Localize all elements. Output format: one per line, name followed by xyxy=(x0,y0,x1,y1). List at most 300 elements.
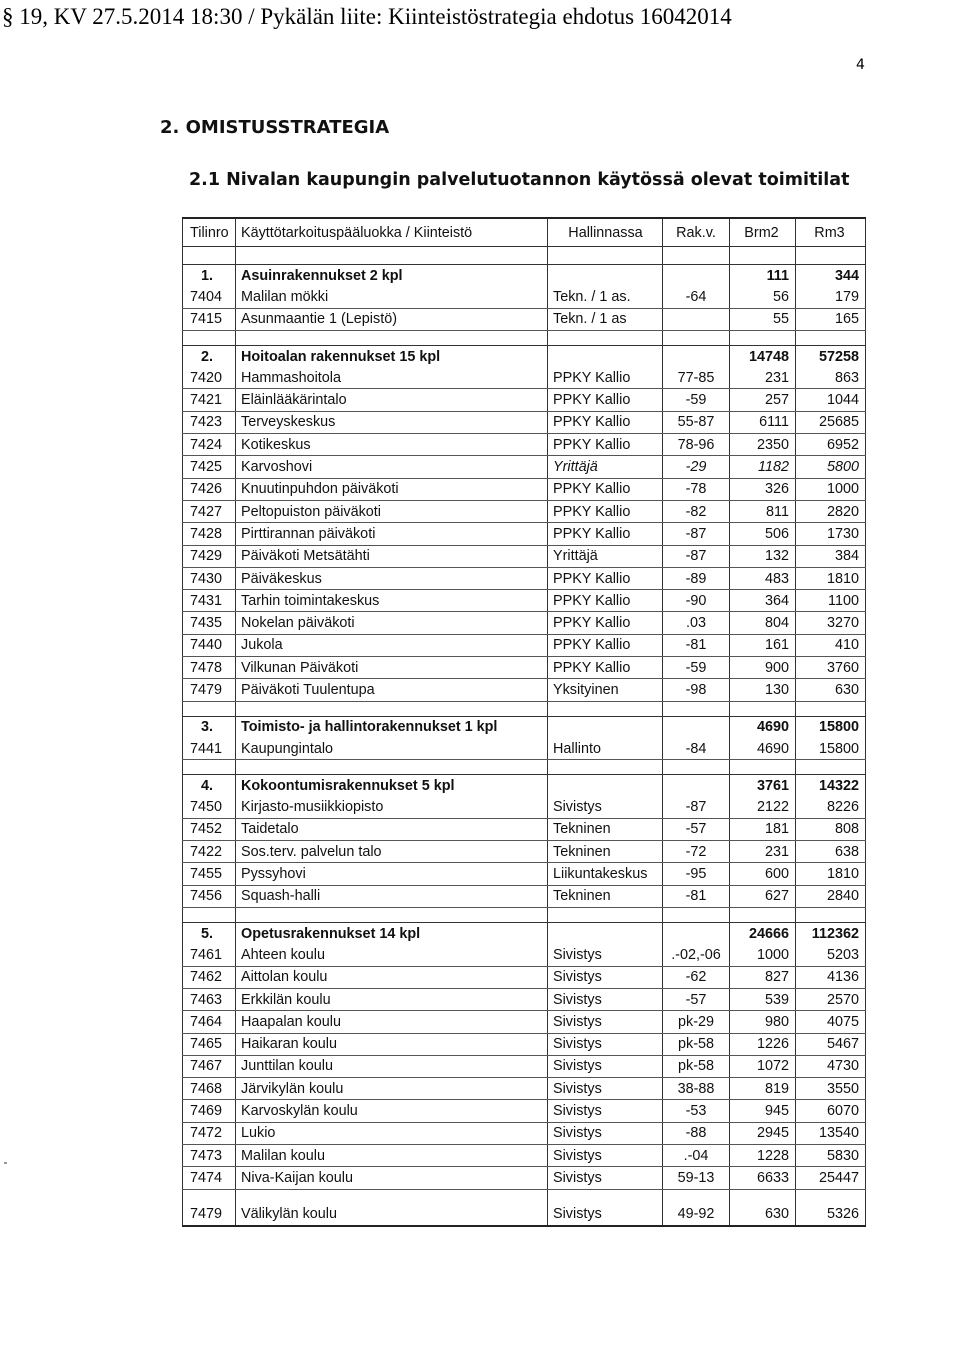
category-rm3-total: 344 xyxy=(796,265,866,287)
spacer-cell xyxy=(796,247,866,265)
cell-hallinnassa: PPKY Kallio xyxy=(548,590,663,612)
spacer-row xyxy=(183,247,866,265)
cell-name: Knuutinpuhdon päiväkoti xyxy=(236,478,548,500)
spacer-cell xyxy=(663,330,730,345)
cell-rm3: 1730 xyxy=(796,523,866,545)
cell-name: Karvoskylän koulu xyxy=(236,1100,548,1122)
category-rm3-total: 57258 xyxy=(796,345,866,367)
cell-tilinro: 7420 xyxy=(183,367,236,389)
cell-brm2: 4690 xyxy=(730,738,796,760)
cell-rakv: -87 xyxy=(663,797,730,819)
cell-hallinnassa: Sivistys xyxy=(548,944,663,966)
cell-name: Malilan mökki xyxy=(236,286,548,308)
cell-name: Haikaran koulu xyxy=(236,1033,548,1055)
spacer-cell xyxy=(796,701,866,716)
cell-tilinro: 7422 xyxy=(183,841,236,863)
cell-rm3: 5326 xyxy=(796,1204,866,1226)
cell-brm2: 6633 xyxy=(730,1167,796,1189)
spacer-cell xyxy=(183,760,236,775)
spacer-row xyxy=(183,908,866,923)
cell-brm2: 364 xyxy=(730,590,796,612)
spacer-cell xyxy=(663,1189,730,1204)
spacer-cell xyxy=(730,1189,796,1204)
table-row xyxy=(183,841,866,863)
category-row xyxy=(183,716,866,738)
cell-tilinro: 7464 xyxy=(183,1011,236,1033)
table-row xyxy=(183,944,866,966)
spacer-cell xyxy=(548,701,663,716)
cell-rm3: 3270 xyxy=(796,612,866,634)
cell-rm3: 4075 xyxy=(796,1011,866,1033)
spacer-cell xyxy=(796,908,866,923)
cell-name: Karvoshovi xyxy=(236,456,548,478)
cell-name: Kaupungintalo xyxy=(236,738,548,760)
cell-hallinnassa: PPKY Kallio xyxy=(548,523,663,545)
cell-tilinro: 7427 xyxy=(183,500,236,522)
cell-hallinnassa: PPKY Kallio xyxy=(548,657,663,679)
cell-brm2: 1000 xyxy=(730,944,796,966)
header-tilinro: Tilinro xyxy=(183,218,236,247)
cell-hallinnassa: Sivistys xyxy=(548,988,663,1010)
cell-tilinro: 7430 xyxy=(183,567,236,589)
category-rm3-total: 15800 xyxy=(796,716,866,738)
cell-tilinro: 7435 xyxy=(183,612,236,634)
cell-rakv: -59 xyxy=(663,657,730,679)
cell-rakv: .-04 xyxy=(663,1144,730,1166)
category-number: 2. xyxy=(183,345,236,367)
table-row xyxy=(183,738,866,760)
cell-rakv: 59-13 xyxy=(663,1167,730,1189)
cell-tilinro: 7465 xyxy=(183,1033,236,1055)
table-row xyxy=(183,797,866,819)
cell-name: Terveyskeskus xyxy=(236,411,548,433)
cell-brm2: 811 xyxy=(730,500,796,522)
cell-rakv: -81 xyxy=(663,885,730,907)
cell-hallinnassa: Sivistys xyxy=(548,966,663,988)
cell-rm3: 1000 xyxy=(796,478,866,500)
cell-rm3: 5203 xyxy=(796,944,866,966)
cell-rakv: -72 xyxy=(663,841,730,863)
cell-rm3: 1044 xyxy=(796,389,866,411)
table-row xyxy=(183,1122,866,1144)
cell-rm3: 179 xyxy=(796,286,866,308)
cell-brm2: 56 xyxy=(730,286,796,308)
category-title: Kokoontumisrakennukset 5 kpl xyxy=(236,775,548,797)
spacer-cell xyxy=(796,330,866,345)
cell-name: Junttilan koulu xyxy=(236,1055,548,1077)
cell-brm2: 804 xyxy=(730,612,796,634)
cell-rm3: 13540 xyxy=(796,1122,866,1144)
category-empty xyxy=(663,716,730,738)
document-header: § 19, KV 27.5.2014 18:30 / Pykälän liite: Kiinteistöstrategia ehdotus 16042014 xyxy=(2,4,732,29)
cell-rm3: 8226 xyxy=(796,797,866,819)
cell-rakv: -90 xyxy=(663,590,730,612)
cell-tilinro: 7463 xyxy=(183,988,236,1010)
cell-tilinro: 7474 xyxy=(183,1167,236,1189)
cell-hallinnassa: Sivistys xyxy=(548,1033,663,1055)
spacer-cell xyxy=(183,701,236,716)
cell-name: Välikylän koulu xyxy=(236,1204,548,1226)
cell-name: Erkkilän koulu xyxy=(236,988,548,1010)
table-row xyxy=(183,966,866,988)
cell-rm3: 3760 xyxy=(796,657,866,679)
cell-rm3: 165 xyxy=(796,308,866,330)
cell-hallinnassa: Yrittäjä xyxy=(548,456,663,478)
cell-tilinro: 7455 xyxy=(183,863,236,885)
table-row xyxy=(183,411,866,433)
cell-rm3: 2570 xyxy=(796,988,866,1010)
table-row xyxy=(183,634,866,656)
spacer-row xyxy=(183,1189,866,1204)
cell-rm3: 6952 xyxy=(796,434,866,456)
cell-hallinnassa: PPKY Kallio xyxy=(548,389,663,411)
table-row xyxy=(183,863,866,885)
category-empty xyxy=(548,345,663,367)
cell-tilinro: 7473 xyxy=(183,1144,236,1166)
table-row xyxy=(183,567,866,589)
cell-hallinnassa: Sivistys xyxy=(548,1122,663,1144)
category-title: Asuinrakennukset 2 kpl xyxy=(236,265,548,287)
spacer-cell xyxy=(730,247,796,265)
cell-tilinro: 7404 xyxy=(183,286,236,308)
cell-hallinnassa: Yrittäjä xyxy=(548,545,663,567)
cell-name: Päiväkoti Metsätähti xyxy=(236,545,548,567)
category-rm3-total: 112362 xyxy=(796,923,866,945)
cell-name: Ahteen koulu xyxy=(236,944,548,966)
cell-brm2: 900 xyxy=(730,657,796,679)
category-rm3-total: 14322 xyxy=(796,775,866,797)
spacer-cell xyxy=(236,247,548,265)
cell-name: Aittolan koulu xyxy=(236,966,548,988)
cell-tilinro: 7440 xyxy=(183,634,236,656)
cell-rakv: 49-92 xyxy=(663,1204,730,1226)
cell-tilinro: 7468 xyxy=(183,1078,236,1100)
cell-tilinro: 7431 xyxy=(183,590,236,612)
category-empty xyxy=(548,265,663,287)
category-brm2-total: 4690 xyxy=(730,716,796,738)
cell-name: Järvikylän koulu xyxy=(236,1078,548,1100)
cell-brm2: 1182 xyxy=(730,456,796,478)
spacer-cell xyxy=(183,1189,236,1204)
cell-brm2: 1228 xyxy=(730,1144,796,1166)
cell-brm2: 539 xyxy=(730,988,796,1010)
cell-rakv: -84 xyxy=(663,738,730,760)
category-empty xyxy=(548,775,663,797)
cell-brm2: 980 xyxy=(730,1011,796,1033)
category-number: 5. xyxy=(183,923,236,945)
cell-name: Pyssyhovi xyxy=(236,863,548,885)
cell-rakv xyxy=(663,308,730,330)
cell-tilinro: 7452 xyxy=(183,818,236,840)
cell-rakv: -88 xyxy=(663,1122,730,1144)
category-empty xyxy=(663,265,730,287)
cell-rm3: 1810 xyxy=(796,863,866,885)
spacer-cell xyxy=(236,908,548,923)
table-row xyxy=(183,590,866,612)
cell-hallinnassa: Sivistys xyxy=(548,797,663,819)
spacer-cell xyxy=(663,760,730,775)
cell-brm2: 257 xyxy=(730,389,796,411)
table-row xyxy=(183,389,866,411)
table-row xyxy=(183,1167,866,1189)
cell-name: Päiväkeskus xyxy=(236,567,548,589)
cell-brm2: 132 xyxy=(730,545,796,567)
cell-rakv: -89 xyxy=(663,567,730,589)
cell-rakv: -95 xyxy=(663,863,730,885)
cell-tilinro: 7467 xyxy=(183,1055,236,1077)
table-row xyxy=(183,657,866,679)
scan-mark xyxy=(4,1162,7,1164)
cell-name: Asunmaantie 1 (Lepistö) xyxy=(236,308,548,330)
cell-rakv: -59 xyxy=(663,389,730,411)
cell-brm2: 819 xyxy=(730,1078,796,1100)
table-row xyxy=(183,1011,866,1033)
spacer-cell xyxy=(548,330,663,345)
category-empty xyxy=(663,775,730,797)
spacer-cell xyxy=(183,247,236,265)
cell-hallinnassa: Tekninen xyxy=(548,885,663,907)
cell-rm3: 2840 xyxy=(796,885,866,907)
cell-hallinnassa: Tekninen xyxy=(548,841,663,863)
cell-rakv: -87 xyxy=(663,545,730,567)
cell-rakv: -81 xyxy=(663,634,730,656)
cell-hallinnassa: Hallinto xyxy=(548,738,663,760)
cell-name: Pirttirannan päiväkoti xyxy=(236,523,548,545)
table-row xyxy=(183,286,866,308)
category-empty xyxy=(548,923,663,945)
cell-rm3: 5467 xyxy=(796,1033,866,1055)
cell-name: Hammashoitola xyxy=(236,367,548,389)
cell-brm2: 181 xyxy=(730,818,796,840)
cell-hallinnassa: Tekn. / 1 as. xyxy=(548,286,663,308)
cell-hallinnassa: PPKY Kallio xyxy=(548,634,663,656)
cell-rakv: -98 xyxy=(663,679,730,701)
table-row xyxy=(183,1204,866,1226)
cell-rakv: .03 xyxy=(663,612,730,634)
cell-tilinro: 7415 xyxy=(183,308,236,330)
cell-rakv: pk-58 xyxy=(663,1055,730,1077)
cell-rm3: 25447 xyxy=(796,1167,866,1189)
spacer-cell xyxy=(730,330,796,345)
cell-rm3: 15800 xyxy=(796,738,866,760)
cell-rm3: 1100 xyxy=(796,590,866,612)
category-title: Opetusrakennukset 14 kpl xyxy=(236,923,548,945)
table-row xyxy=(183,1055,866,1077)
spacer-cell xyxy=(796,760,866,775)
category-empty xyxy=(548,716,663,738)
spacer-cell xyxy=(236,1189,548,1204)
category-brm2-total: 14748 xyxy=(730,345,796,367)
table-header-row xyxy=(183,218,866,247)
cell-tilinro: 7456 xyxy=(183,885,236,907)
cell-tilinro: 7478 xyxy=(183,657,236,679)
cell-rakv: -62 xyxy=(663,966,730,988)
cell-brm2: 1226 xyxy=(730,1033,796,1055)
spacer-cell xyxy=(183,330,236,345)
cell-tilinro: 7424 xyxy=(183,434,236,456)
cell-brm2: 6111 xyxy=(730,411,796,433)
cell-brm2: 945 xyxy=(730,1100,796,1122)
category-number: 3. xyxy=(183,716,236,738)
cell-rm3: 630 xyxy=(796,679,866,701)
cell-rm3: 5830 xyxy=(796,1144,866,1166)
cell-rm3: 2820 xyxy=(796,500,866,522)
cell-tilinro: 7423 xyxy=(183,411,236,433)
spacer-cell xyxy=(236,701,548,716)
category-brm2-total: 111 xyxy=(730,265,796,287)
cell-hallinnassa: PPKY Kallio xyxy=(548,500,663,522)
spacer-cell xyxy=(548,760,663,775)
table-row xyxy=(183,545,866,567)
cell-hallinnassa: PPKY Kallio xyxy=(548,478,663,500)
cell-rm3: 808 xyxy=(796,818,866,840)
table-row xyxy=(183,434,866,456)
spacer-cell xyxy=(548,908,663,923)
cell-name: Jukola xyxy=(236,634,548,656)
category-title: Hoitoalan rakennukset 15 kpl xyxy=(236,345,548,367)
spacer-cell xyxy=(730,760,796,775)
cell-hallinnassa: Sivistys xyxy=(548,1100,663,1122)
cell-name: Vilkunan Päiväkoti xyxy=(236,657,548,679)
cell-tilinro: 7426 xyxy=(183,478,236,500)
cell-tilinro: 7429 xyxy=(183,545,236,567)
category-empty xyxy=(663,345,730,367)
cell-tilinro: 7479 xyxy=(183,1204,236,1226)
cell-brm2: 600 xyxy=(730,863,796,885)
table-row xyxy=(183,478,866,500)
cell-tilinro: 7425 xyxy=(183,456,236,478)
cell-rm3: 410 xyxy=(796,634,866,656)
table-row xyxy=(183,308,866,330)
cell-name: Peltopuiston päiväkoti xyxy=(236,500,548,522)
cell-hallinnassa: Yksityinen xyxy=(548,679,663,701)
cell-rm3: 1810 xyxy=(796,567,866,589)
table-row xyxy=(183,885,866,907)
cell-tilinro: 7450 xyxy=(183,797,236,819)
property-table xyxy=(182,217,866,1227)
cell-tilinro: 7461 xyxy=(183,944,236,966)
cell-rakv: -57 xyxy=(663,988,730,1010)
cell-rakv: 38-88 xyxy=(663,1078,730,1100)
table-row xyxy=(183,523,866,545)
cell-rm3: 384 xyxy=(796,545,866,567)
spacer-cell xyxy=(663,908,730,923)
cell-rm3: 638 xyxy=(796,841,866,863)
cell-name: Lukio xyxy=(236,1122,548,1144)
cell-brm2: 231 xyxy=(730,841,796,863)
cell-hallinnassa: Tekn. / 1 as xyxy=(548,308,663,330)
cell-rakv: -78 xyxy=(663,478,730,500)
cell-rakv: -53 xyxy=(663,1100,730,1122)
cell-name: Niva-Kaijan koulu xyxy=(236,1167,548,1189)
cell-tilinro: 7462 xyxy=(183,966,236,988)
table-row xyxy=(183,818,866,840)
cell-tilinro: 7472 xyxy=(183,1122,236,1144)
table-row xyxy=(183,988,866,1010)
cell-brm2: 2350 xyxy=(730,434,796,456)
cell-rm3: 863 xyxy=(796,367,866,389)
cell-brm2: 231 xyxy=(730,367,796,389)
cell-hallinnassa: PPKY Kallio xyxy=(548,411,663,433)
cell-hallinnassa: Sivistys xyxy=(548,1011,663,1033)
cell-rakv: 78-96 xyxy=(663,434,730,456)
cell-tilinro: 7469 xyxy=(183,1100,236,1122)
cell-rakv: -57 xyxy=(663,818,730,840)
cell-rakv: .-02,-06 xyxy=(663,944,730,966)
spacer-cell xyxy=(548,247,663,265)
spacer-cell xyxy=(730,908,796,923)
spacer-cell xyxy=(236,760,548,775)
spacer-row xyxy=(183,760,866,775)
cell-rakv: 55-87 xyxy=(663,411,730,433)
cell-hallinnassa: PPKY Kallio xyxy=(548,612,663,634)
category-number: 1. xyxy=(183,265,236,287)
table-row xyxy=(183,456,866,478)
cell-rm3: 3550 xyxy=(796,1078,866,1100)
category-brm2-total: 3761 xyxy=(730,775,796,797)
table-row xyxy=(183,1078,866,1100)
cell-rm3: 4136 xyxy=(796,966,866,988)
cell-hallinnassa: Sivistys xyxy=(548,1055,663,1077)
header-rm3: Rm3 xyxy=(796,218,866,247)
cell-hallinnassa: Sivistys xyxy=(548,1167,663,1189)
cell-rakv: -64 xyxy=(663,286,730,308)
header-hallinnassa: Hallinnassa xyxy=(548,218,663,247)
cell-rakv: pk-58 xyxy=(663,1033,730,1055)
cell-tilinro: 7479 xyxy=(183,679,236,701)
spacer-row xyxy=(183,330,866,345)
spacer-cell xyxy=(796,1189,866,1204)
cell-name: Nokelan päiväkoti xyxy=(236,612,548,634)
cell-hallinnassa: Sivistys xyxy=(548,1078,663,1100)
cell-hallinnassa: PPKY Kallio xyxy=(548,367,663,389)
cell-name: Päiväkoti Tuulentupa xyxy=(236,679,548,701)
cell-name: Sos.terv. palvelun talo xyxy=(236,841,548,863)
cell-hallinnassa: Sivistys xyxy=(548,1144,663,1166)
cell-rakv: -87 xyxy=(663,523,730,545)
category-row xyxy=(183,775,866,797)
table-row xyxy=(183,1100,866,1122)
category-row xyxy=(183,265,866,287)
cell-brm2: 130 xyxy=(730,679,796,701)
table-row xyxy=(183,500,866,522)
category-brm2-total: 24666 xyxy=(730,923,796,945)
table-row xyxy=(183,1033,866,1055)
cell-name: Haapalan koulu xyxy=(236,1011,548,1033)
cell-name: Squash-halli xyxy=(236,885,548,907)
cell-brm2: 627 xyxy=(730,885,796,907)
cell-hallinnassa: Sivistys xyxy=(548,1204,663,1226)
table-row xyxy=(183,367,866,389)
cell-brm2: 326 xyxy=(730,478,796,500)
cell-name: Kirjasto-musiikkiopisto xyxy=(236,797,548,819)
spacer-cell xyxy=(236,330,548,345)
cell-tilinro: 7441 xyxy=(183,738,236,760)
cell-brm2: 2122 xyxy=(730,797,796,819)
spacer-row xyxy=(183,701,866,716)
section-heading: 2. OMISTUSSTRATEGIA xyxy=(160,117,390,138)
cell-rm3: 6070 xyxy=(796,1100,866,1122)
header-brm2: Brm2 xyxy=(730,218,796,247)
cell-rakv: -29 xyxy=(663,456,730,478)
cell-name: Malilan koulu xyxy=(236,1144,548,1166)
cell-tilinro: 7428 xyxy=(183,523,236,545)
cell-rakv: 77-85 xyxy=(663,367,730,389)
cell-rakv: pk-29 xyxy=(663,1011,730,1033)
cell-rm3: 4730 xyxy=(796,1055,866,1077)
spacer-cell xyxy=(663,247,730,265)
table-body xyxy=(183,247,866,1226)
